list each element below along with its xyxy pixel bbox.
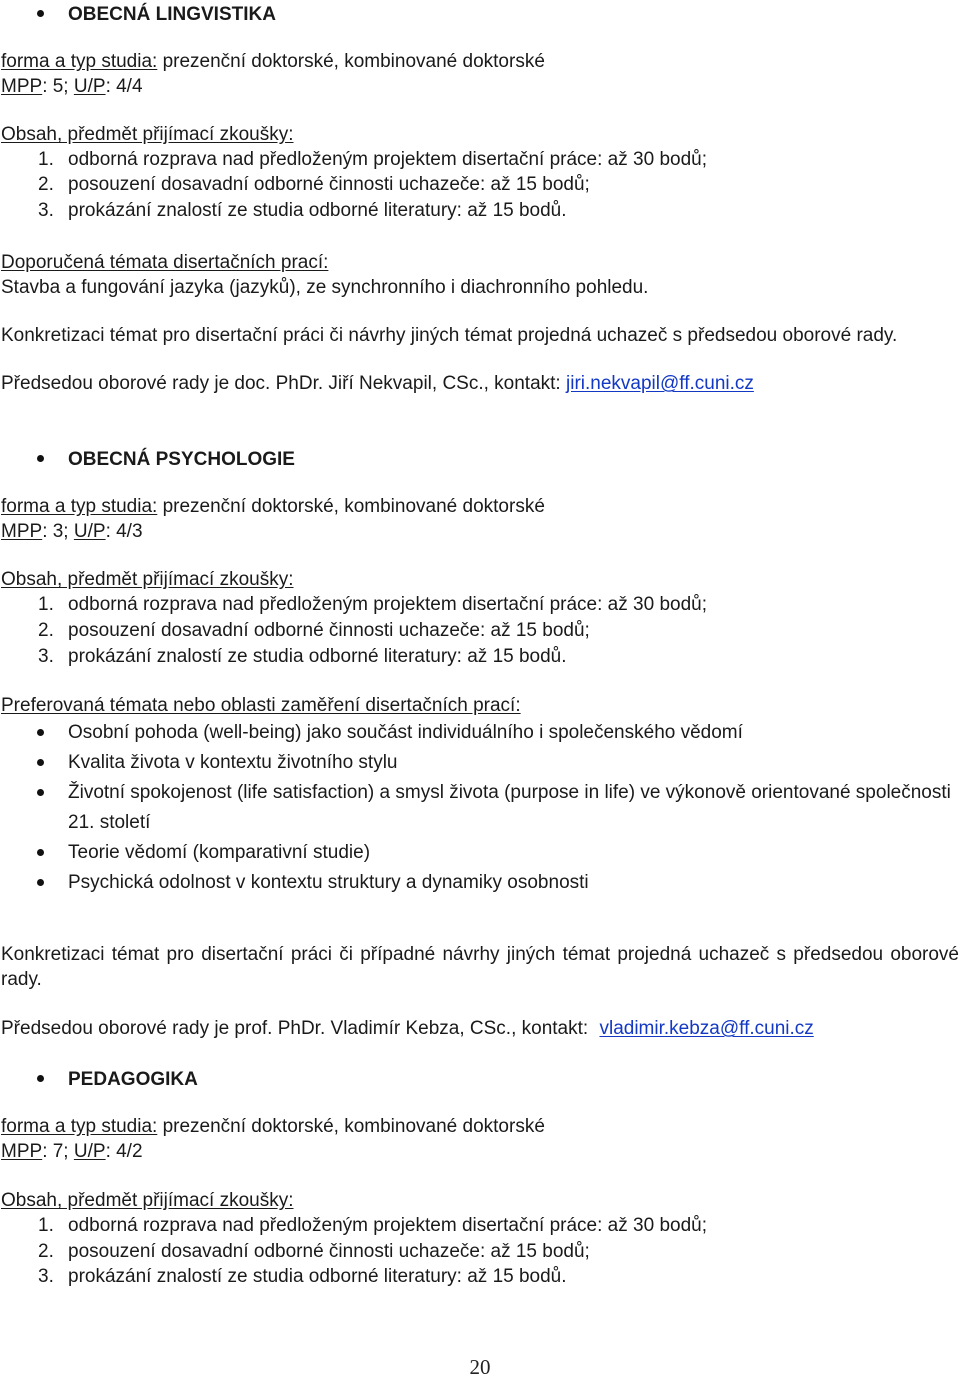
topics-note: Konkretizaci témat pro disertační práci či případné návrhy jiných témat projedná uchazeč s předsedou oborové rady.	[1, 944, 959, 990]
mpp-up-line	[1, 74, 143, 99]
study-form-label: forma a typ studia:	[1, 51, 158, 72]
chair-line	[1, 1016, 814, 1041]
mpp-value: : 7;	[42, 1141, 74, 1162]
list-item	[68, 748, 958, 778]
up-value: : 4/2	[105, 1141, 143, 1162]
topics-list	[68, 718, 958, 898]
mpp-label: MPP	[1, 1141, 43, 1162]
topic-text: Životní spokojenost (life satisfaction) a smysl života (purpose in life) ve výkonově orientované společnosti 21. století	[68, 782, 951, 833]
list-item	[68, 778, 958, 838]
study-form-value: prezenční doktorské, kombinované doktorské	[157, 1116, 545, 1137]
list-item	[68, 838, 958, 868]
section-bullet-icon	[37, 1075, 44, 1082]
page-number: 20	[469, 1355, 491, 1379]
topics-note: Konkretizaci témat pro disertační práci či návrhy jiných témat projedná uchazeč s předsedou oborové rady.	[1, 325, 898, 346]
study-form-label: forma a typ studia:	[1, 1116, 158, 1137]
section-title: PEDAGOGIKA	[68, 1069, 198, 1090]
mpp-label: MPP	[1, 76, 43, 97]
section-title: OBECNÁ LINGVISTIKA	[68, 4, 276, 25]
exam-item	[38, 644, 567, 669]
topics-heading: Preferovaná témata nebo oblasti zaměření disertačních prací:	[1, 695, 521, 716]
exam-item-text: prokázání znalostí ze studia odborné literatury: až 15 bodů.	[68, 200, 567, 221]
exam-item-number: 3.	[38, 1266, 54, 1287]
exam-item-text: posouzení dosavadní odborné činnosti uchazeče: až 15 bodů;	[68, 1241, 590, 1262]
up-label: U/P	[73, 521, 106, 542]
exam-item-text: posouzení dosavadní odborné činnosti uchazeče: až 15 bodů;	[68, 174, 590, 195]
chair-email-link[interactable]: jiri.nekvapil@ff.cuni.cz	[566, 373, 754, 394]
up-value: : 4/4	[105, 76, 143, 97]
exam-item-number: 3.	[38, 200, 54, 221]
exam-item	[38, 592, 707, 617]
topic-text: Teorie vědomí (komparativní studie)	[68, 842, 371, 863]
study-form-value: prezenční doktorské, kombinované doktorské	[157, 51, 545, 72]
list-item	[68, 868, 958, 898]
section-bullet-icon	[37, 10, 44, 17]
exam-item	[38, 1239, 590, 1264]
section-bullet-icon	[37, 455, 44, 462]
exam-item-text: prokázání znalostí ze studia odborné literatury: až 15 bodů.	[68, 1266, 567, 1287]
exam-heading: Obsah, předmět přijímací zkoušky:	[1, 124, 294, 145]
mpp-value: : 5;	[42, 76, 74, 97]
exam-item-number: 2.	[38, 174, 54, 195]
chair-line	[1, 371, 754, 396]
mpp-up-line	[1, 519, 143, 544]
study-form-line	[1, 1114, 545, 1139]
bullet-icon	[37, 729, 44, 736]
exam-item-number: 1.	[38, 149, 54, 170]
exam-item-text: odborná rozprava nad předloženým projektem disertační práce: až 30 bodů;	[68, 594, 707, 615]
exam-item-number: 2.	[38, 1241, 54, 1262]
exam-item	[38, 198, 567, 223]
bullet-icon	[37, 759, 44, 766]
mpp-up-line	[1, 1139, 143, 1164]
exam-item	[38, 147, 707, 172]
topic-text: Kvalita života v kontextu životního stylu	[68, 752, 398, 773]
bullet-icon	[37, 789, 44, 796]
exam-item-text: odborná rozprava nad předloženým projektem disertační práce: až 30 bodů;	[68, 149, 707, 170]
exam-heading: Obsah, předmět přijímací zkoušky:	[1, 569, 294, 590]
exam-item-number: 3.	[38, 646, 54, 667]
exam-item	[38, 172, 590, 197]
exam-item-number: 1.	[38, 594, 54, 615]
exam-item	[38, 1264, 567, 1289]
study-form-value: prezenční doktorské, kombinované doktorské	[157, 496, 545, 517]
chair-email-link[interactable]: vladimir.kebza@ff.cuni.cz	[599, 1018, 814, 1039]
topics-text: Stavba a fungování jazyka (jazyků), ze synchronního i diachronního pohledu.	[1, 277, 649, 298]
list-item	[68, 718, 958, 748]
bullet-icon	[37, 879, 44, 886]
exam-item-text: odborná rozprava nad předloženým projektem disertační práce: až 30 bodů;	[68, 1215, 707, 1236]
mpp-value: : 3;	[42, 521, 74, 542]
section-title: OBECNÁ PSYCHOLOGIE	[68, 449, 295, 470]
up-value: : 4/3	[105, 521, 143, 542]
exam-item-number: 1.	[38, 1215, 54, 1236]
bullet-icon	[37, 849, 44, 856]
exam-item-text: prokázání znalostí ze studia odborné literatury: až 15 bodů.	[68, 646, 567, 667]
exam-heading: Obsah, předmět přijímací zkoušky:	[1, 1190, 294, 1211]
study-form-line	[1, 494, 545, 519]
exam-item	[38, 618, 590, 643]
exam-item-number: 2.	[38, 620, 54, 641]
chair-text: Předsedou oborové rady je doc. PhDr. Jiří Nekvapil, CSc., kontakt:	[1, 373, 566, 394]
topic-text: Psychická odolnost v kontextu struktury a dynamiky osobnosti	[68, 872, 589, 893]
up-label: U/P	[73, 1141, 106, 1162]
exam-item	[38, 1213, 707, 1238]
topics-heading: Doporučená témata disertačních prací:	[1, 252, 329, 273]
exam-item-text: posouzení dosavadní odborné činnosti uchazeče: až 15 bodů;	[68, 620, 590, 641]
up-label: U/P	[73, 76, 106, 97]
study-form-line	[1, 49, 545, 74]
topic-text: Osobní pohoda (well-being) jako součást individuálního i společenského vědomí	[68, 722, 743, 743]
mpp-label: MPP	[1, 521, 43, 542]
chair-text: Předsedou oborové rady je prof. PhDr. Vladimír Kebza, CSc., kontakt:	[1, 1018, 594, 1039]
study-form-label: forma a typ studia:	[1, 496, 158, 517]
